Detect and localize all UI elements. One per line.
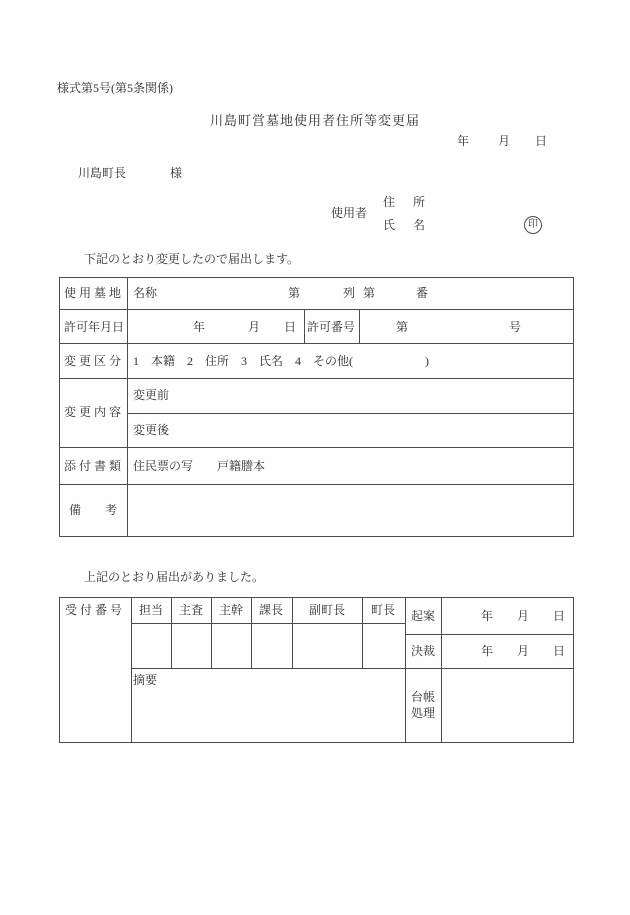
grid-line — [131, 598, 132, 742]
change-table — [59, 277, 574, 537]
stamp-col-shusa: 主査 — [179, 603, 204, 617]
grid-line — [405, 634, 573, 635]
reception-no-label: 受 付 番 号 — [65, 603, 123, 617]
grid-line — [251, 598, 252, 668]
draft-label: 起案 — [411, 609, 436, 623]
permit-no-label: 許可番号 — [307, 320, 356, 334]
grid-line — [359, 309, 360, 343]
stamp-col-shukan: 主幹 — [219, 603, 244, 617]
grid-line — [60, 343, 573, 344]
grid-line — [292, 598, 293, 668]
grid-line — [60, 378, 573, 379]
cemetery-retsu-label: 列 — [343, 286, 356, 300]
stamp-col-chocho: 町長 — [371, 603, 396, 617]
grid-line — [60, 447, 573, 448]
grid-line — [131, 623, 405, 624]
content-before-label: 変更前 — [133, 388, 170, 402]
addressee-honorific: 様 — [170, 166, 183, 180]
stamp-col-kacho: 課長 — [259, 603, 284, 617]
grid-line — [405, 598, 406, 742]
summary-label: 摘要 — [133, 673, 158, 687]
stamp-col-tanto: 担当 — [139, 603, 164, 617]
addressee-name: 川島町長 — [78, 166, 127, 180]
date-year-label: 年 — [457, 134, 470, 148]
seal-mark-icon: 印 — [524, 216, 542, 234]
intro-change-sentence: 下記のとおり変更したので届出します。 — [84, 252, 300, 266]
decision-date: 年 月 日 — [481, 644, 566, 658]
category-options: 1 本籍 2 住所 3 氏名 4 その他( ) — [133, 354, 429, 368]
cemetery-row-label: 使 用 墓 地 — [64, 286, 122, 300]
draft-date: 年 月 日 — [481, 609, 566, 623]
cemetery-name-label: 名称 — [133, 286, 158, 300]
applicant-name-label-2: 名 — [413, 218, 426, 232]
date-day-label: 日 — [535, 134, 548, 148]
permit-no-go-label: 号 — [509, 320, 522, 334]
ledger-label-line1: 台帳 — [411, 690, 436, 704]
permit-month-label: 月 — [248, 320, 261, 334]
grid-line — [127, 278, 128, 536]
applicant-label: 使用者 — [331, 206, 368, 220]
grid-line — [171, 598, 172, 668]
permit-year-label: 年 — [193, 320, 206, 334]
grid-line — [211, 598, 212, 668]
cemetery-dai2-label: 第 — [363, 286, 376, 300]
content-after-label: 変更後 — [133, 423, 170, 437]
content-row-label: 変 更 内 容 — [64, 405, 122, 419]
grid-line — [127, 413, 573, 414]
grid-line — [304, 309, 305, 343]
attachments-value: 住民票の写 戸籍謄本 — [133, 459, 266, 473]
remarks-row-label: 備 考 — [69, 503, 118, 517]
ledger-label-line2: 処理 — [411, 706, 436, 720]
applicant-address-label-2: 所 — [413, 195, 426, 209]
date-month-label: 月 — [498, 134, 511, 148]
permit-no-dai-label: 第 — [396, 320, 409, 334]
grid-line — [60, 484, 573, 485]
approval-table — [59, 597, 574, 743]
cemetery-ban-label: 番 — [416, 286, 429, 300]
decision-label: 決裁 — [411, 644, 436, 658]
category-row-label: 変 更 区 分 — [64, 354, 122, 368]
cemetery-dai-label: 第 — [288, 286, 301, 300]
applicant-name-label-1: 氏 — [383, 218, 396, 232]
received-note-sentence: 上記のとおり届出がありました。 — [84, 570, 265, 584]
applicant-address-label-1: 住 — [383, 195, 396, 209]
permit-day-label: 日 — [284, 320, 297, 334]
permit-date-row-label: 許可年月日 — [64, 320, 125, 334]
grid-line — [441, 598, 442, 742]
stamp-col-fuku-chocho: 副町長 — [309, 603, 346, 617]
grid-line — [131, 668, 573, 669]
form-number: 様式第5号(第5条関係) — [57, 81, 173, 95]
grid-line — [60, 309, 573, 310]
page-title: 川島町営墓地使用者住所等変更届 — [209, 113, 420, 128]
attachments-row-label: 添 付 書 類 — [64, 459, 122, 473]
grid-line — [362, 598, 363, 668]
